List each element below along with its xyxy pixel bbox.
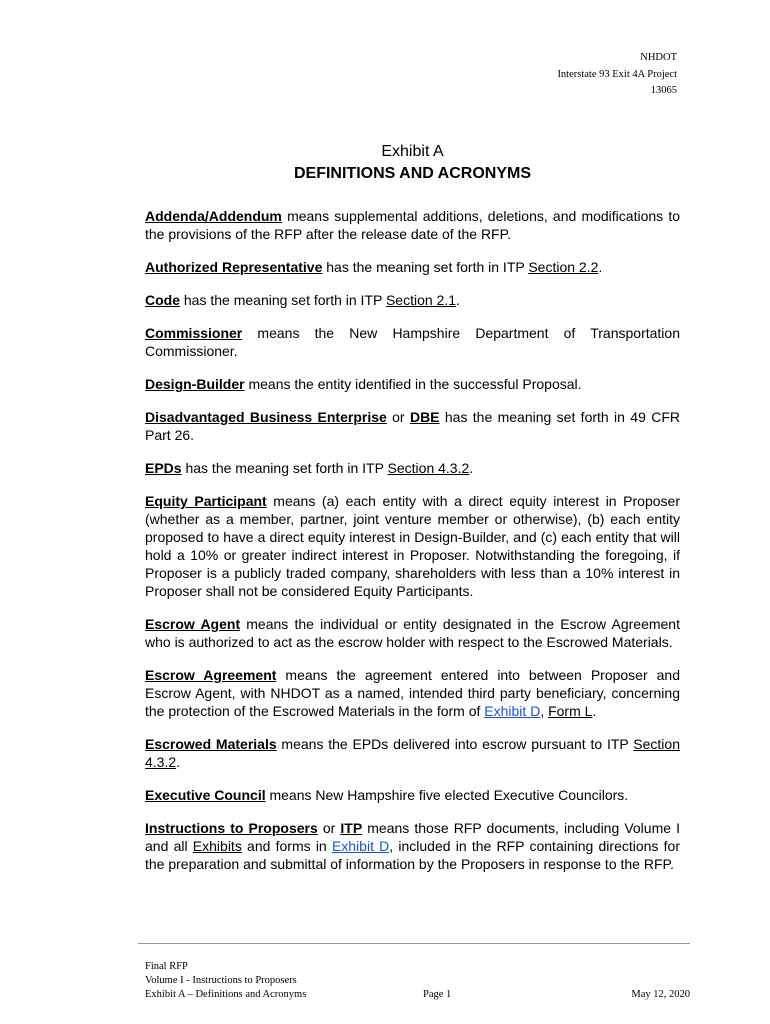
footer-line-volume: Volume I - Instructions to Proposers (145, 975, 297, 986)
definition-text: has the meaning set forth in ITP (181, 460, 388, 476)
definition-text: , (540, 703, 549, 719)
footer-date: May 12, 2020 (631, 989, 690, 1000)
defined-term: Escrow Agreement (145, 667, 277, 683)
section-title: DEFINITIONS AND ACRONYMS (293, 165, 532, 182)
section-reference: Section 4.3.2 (145, 736, 680, 770)
definition-text: means the entity identified in the successful Proposal. (244, 376, 582, 392)
definition-text: means the New Hampshire Department of Transportation Commissioner. (145, 325, 680, 359)
footer-line-rfp: Final RFP (145, 961, 188, 972)
defined-term: Code (145, 292, 180, 308)
definition-entry (145, 615, 680, 651)
definition-entry (145, 324, 680, 360)
page-number: Page 1 (423, 989, 452, 1000)
defined-term: Addenda/Addendum (145, 208, 282, 224)
defined-term: Escrowed Materials (145, 736, 277, 752)
footer-document-info (145, 960, 306, 1002)
definition-text: . (176, 754, 181, 770)
definition-text: means those RFP documents, including Volume I and all (145, 820, 681, 854)
defined-term: Disadvantaged Business Enterprise (145, 409, 387, 425)
defined-term: DBE (409, 409, 440, 425)
defined-term: Equity Participant (145, 493, 267, 509)
header-number: 13065 (650, 85, 677, 96)
definition-entry (145, 786, 680, 804)
defined-term: ITP (340, 820, 363, 836)
definition-text: means the EPDs delivered into escrow pursuant to ITP (276, 736, 634, 752)
defined-term: Instructions to Proposers (145, 820, 318, 836)
footer-divider (138, 943, 690, 944)
definition-text: means the agreement entered into between Proposer and Escrow Agent, with NHDOT as a named, intended third party beneficiary, concerning the protection of the Escrowed Materials in the form of (145, 667, 680, 719)
definition-text: means the individual or entity designated in the Escrow Agreement who is authorized to act as the escrow holder with respect to the Escrowed Materials. (145, 616, 680, 650)
defined-term: Escrow Agent (145, 616, 241, 632)
defined-term: Commissioner (145, 325, 243, 341)
definition-entry (145, 819, 680, 873)
definition-text: has the meaning set forth in ITP (322, 259, 529, 275)
page-header (557, 50, 677, 100)
definition-text: has the meaning set forth in 49 CFR Part 26. (145, 409, 680, 443)
exhibit-title: Exhibit A (381, 143, 444, 160)
definition-entry (145, 492, 680, 600)
definition-text: . (469, 460, 474, 476)
title-block (0, 141, 770, 185)
section-reference: Section 2.2 (528, 259, 599, 275)
definition-entry (145, 735, 680, 771)
definition-text: has the meaning set forth in ITP (180, 292, 386, 308)
definition-text: means New Hampshire five elected Executive Councilors. (265, 787, 629, 803)
definition-text: , included in the RFP containing directions for the preparation and submittal of information by the Proposers in response to the RFP. (145, 838, 680, 872)
definition-text: . (456, 292, 460, 308)
header-project: Interstate 93 Exit 4A Project (557, 68, 677, 80)
definition-entry (145, 207, 680, 243)
exhibit-link[interactable]: Exhibit D (331, 838, 390, 854)
definition-text: means (a) each entity with a direct equity interest in Proposer (whether as a member, partner, joint venture member or otherwise), (b) each entity proposed to have a direct equity interest in Design-Builder, and (c) each entity that will hold a 10% or greater indirect interest in Proposer. Notwithstanding the foregoing, if Proposer is a publicly traded company, shareholders with less than a 10% interest in Proposer shall not be considered Equity Participants. (145, 493, 680, 599)
definition-entry (145, 408, 680, 444)
section-reference: Section 2.1 (385, 292, 457, 308)
section-reference: Section 4.3.2 (387, 460, 470, 476)
defined-term: Design-Builder (145, 376, 245, 392)
definition-text: . (598, 259, 603, 275)
definition-entry (145, 666, 680, 720)
definition-text: means supplemental additions, deletions, and modifications to the provisions of the RFP after the release date of the RFP. (145, 208, 680, 242)
definition-text: . (592, 703, 597, 719)
header-org: NHDOT (640, 52, 677, 63)
definition-entry (145, 375, 680, 393)
definitions-list (145, 207, 680, 888)
footer-line-exhibit: Exhibit A – Definitions and Acronyms (145, 989, 307, 1000)
definition-entry (145, 291, 680, 309)
definition-entry (145, 459, 680, 477)
definition-text: and forms in (241, 838, 332, 854)
exhibit-link[interactable]: Exhibit D (484, 703, 541, 719)
section-reference: Exhibits (192, 838, 242, 854)
definition-text: or (317, 820, 341, 836)
definition-text: or (386, 409, 410, 425)
definition-entry (145, 258, 680, 276)
defined-term: Authorized Representative (145, 259, 323, 275)
section-reference: Form L (548, 703, 593, 719)
defined-term: Executive Council (145, 787, 266, 803)
defined-term: EPDs (145, 460, 182, 476)
